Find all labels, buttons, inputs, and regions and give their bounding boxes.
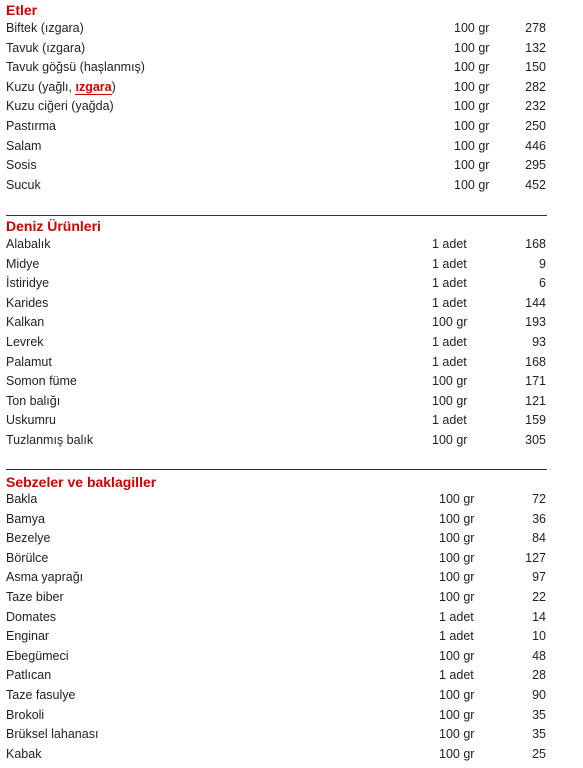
item-quantity: 100 gr: [439, 492, 475, 506]
item-calories: 232: [525, 99, 546, 114]
item-calories: 452: [525, 177, 546, 192]
item-name: Ton balığı: [6, 393, 61, 408]
item-name: Biftek (ızgara): [6, 21, 84, 35]
item-quantity: 100 gr: [454, 79, 490, 94]
item-quantity: 100 gr: [439, 531, 475, 546]
item-name: Sucuk: [6, 177, 41, 192]
item-name: Pastırma: [6, 119, 57, 133]
item-name: İstiridye: [6, 276, 50, 291]
item-quantity: 100 gr: [439, 707, 475, 722]
item-calories: 121: [525, 393, 546, 408]
section-title: Sebzeler ve baklagiller: [6, 474, 157, 490]
item-calories: 168: [525, 237, 546, 251]
item-quantity: 1 adet: [432, 256, 467, 271]
item-quantity: 100 gr: [432, 393, 468, 408]
item-name-suffix: ): [111, 79, 116, 94]
table-row: [0, 294, 583, 314]
table-row: [0, 608, 583, 628]
table-row: [0, 529, 583, 549]
table-row: [0, 137, 583, 157]
item-calories: 84: [532, 531, 546, 546]
item-calories: 6: [539, 276, 546, 291]
item-calories: 250: [525, 119, 546, 133]
item-calories: 72: [532, 492, 546, 506]
item-quantity: 1 adet: [432, 276, 467, 291]
item-name: Somon füme: [6, 374, 77, 389]
item-calories: 150: [525, 60, 546, 75]
item-name: Brokoli: [6, 707, 45, 722]
item-quantity: 1 adet: [432, 413, 467, 428]
item-quantity: 100 gr: [454, 60, 490, 75]
section-title: Etler: [6, 2, 38, 18]
item-name: Ebegümeci: [6, 648, 69, 663]
item-name: Salam: [6, 138, 42, 153]
item-calories: 36: [532, 511, 546, 526]
item-name: Brüksel lahanası: [6, 727, 99, 742]
table-row: [0, 176, 583, 196]
table-row: [0, 431, 583, 451]
table-row: [0, 156, 583, 176]
item-name: Taze biber: [6, 590, 64, 604]
item-name-prefix: Kuzu (yağlı,: [6, 79, 76, 94]
item-calories: 144: [525, 295, 546, 310]
item-calories: 90: [532, 688, 546, 702]
table-row: [0, 706, 583, 726]
item-name: Taze fasulye: [6, 688, 76, 702]
item-name: Kuzu ciğeri (yağda): [6, 99, 114, 114]
item-name: Alabalık: [6, 237, 51, 251]
table-row: [0, 255, 583, 275]
item-name: Tuzlanmış balık: [6, 433, 94, 447]
item-calories: 305: [525, 433, 546, 447]
item-name: Kalkan: [6, 315, 45, 330]
item-name: Asma yaprağı: [6, 570, 84, 585]
item-quantity: 100 gr: [439, 727, 475, 742]
table-row: [0, 274, 583, 294]
item-calories: 97: [532, 570, 546, 585]
item-calories: 22: [532, 590, 546, 604]
item-quantity: 1 adet: [439, 629, 474, 644]
item-quantity: 100 gr: [439, 550, 475, 565]
item-name: Tavuk göğsü (haşlanmış): [6, 60, 145, 75]
table-row: [0, 725, 583, 745]
table-row: [0, 392, 583, 412]
item-calories: 48: [532, 648, 546, 663]
table-row: [0, 510, 583, 530]
table-row: [0, 78, 583, 98]
grilled-link[interactable]: ızgara: [75, 79, 112, 94]
item-name: Uskumru: [6, 413, 57, 428]
item-quantity: 1 adet: [432, 354, 467, 369]
item-quantity: 1 adet: [432, 237, 467, 251]
table-row: [0, 58, 583, 78]
item-calories: 25: [532, 746, 546, 761]
item-name: Bakla: [6, 492, 38, 506]
table-row: [0, 313, 583, 333]
item-calories: 193: [525, 315, 546, 330]
item-name: Börülce: [6, 550, 49, 565]
item-name: Levrek: [6, 335, 44, 349]
item-calories: 14: [532, 609, 546, 624]
item-calories: 132: [525, 40, 546, 55]
item-quantity: 100 gr: [439, 570, 475, 585]
table-row: [0, 549, 583, 569]
item-quantity: 1 adet: [432, 335, 467, 349]
table-row: [0, 39, 583, 59]
table-row: [0, 666, 583, 686]
item-name: Kabak: [6, 746, 42, 761]
section-divider: [6, 469, 547, 470]
item-quantity: 1 adet: [439, 609, 474, 624]
table-row: [0, 568, 583, 588]
item-quantity: 100 gr: [439, 511, 475, 526]
item-calories: 35: [532, 727, 546, 742]
table-row: [0, 490, 583, 510]
item-calories: 159: [525, 413, 546, 428]
item-quantity: 100 gr: [432, 374, 468, 389]
table-row: [0, 235, 583, 255]
item-name: Enginar: [6, 629, 50, 644]
item-calories: 282: [525, 79, 546, 94]
item-quantity: 100 gr: [439, 746, 475, 761]
table-row: [0, 333, 583, 353]
item-calories: 28: [532, 668, 546, 683]
item-quantity: 100 gr: [439, 648, 475, 663]
table-row: [0, 686, 583, 706]
item-quantity: 100 gr: [432, 433, 468, 447]
item-name: Sosis: [6, 158, 37, 173]
table-row: [0, 97, 583, 117]
item-quantity: 100 gr: [454, 99, 490, 114]
table-row: [0, 745, 583, 765]
item-calories: 295: [525, 158, 546, 173]
item-quantity: 100 gr: [454, 177, 490, 192]
item-quantity: 100 gr: [454, 138, 490, 153]
table-row: [0, 588, 583, 608]
item-calories: 9: [539, 256, 546, 271]
item-calories: 278: [525, 21, 546, 35]
item-name: Patlıcan: [6, 668, 52, 683]
item-calories: 35: [532, 707, 546, 722]
item-quantity: 1 adet: [432, 295, 467, 310]
table-row: [0, 647, 583, 667]
item-name: Palamut: [6, 354, 52, 369]
item-name: Domates: [6, 609, 57, 624]
item-calories: 93: [532, 335, 546, 349]
table-row: [0, 353, 583, 373]
item-calories: 168: [525, 354, 546, 369]
item-quantity: 100 gr: [439, 590, 475, 604]
item-quantity: 100 gr: [432, 315, 468, 330]
item-quantity: 100 gr: [439, 688, 475, 702]
item-quantity: 100 gr: [454, 40, 490, 55]
table-row: [0, 627, 583, 647]
item-name: Bamya: [6, 511, 45, 526]
item-name: Karides: [6, 295, 49, 310]
item-quantity: 100 gr: [454, 21, 490, 35]
item-calories: 446: [525, 138, 546, 153]
section-divider: [6, 215, 547, 216]
item-name: Midye: [6, 256, 40, 271]
item-calories: 127: [525, 550, 546, 565]
item-calories: 171: [525, 374, 546, 389]
section-title: Deniz Ürünleri: [6, 218, 101, 234]
table-row: [0, 117, 583, 137]
item-quantity: 100 gr: [454, 119, 490, 133]
item-quantity: 1 adet: [439, 668, 474, 683]
table-row: [0, 19, 583, 39]
item-calories: 10: [532, 629, 546, 644]
item-name: [6, 78, 116, 98]
item-quantity: 100 gr: [454, 158, 490, 173]
item-name: Bezelye: [6, 531, 51, 546]
table-row: [0, 372, 583, 392]
item-name: Tavuk (ızgara): [6, 40, 86, 55]
table-row: [0, 411, 583, 431]
